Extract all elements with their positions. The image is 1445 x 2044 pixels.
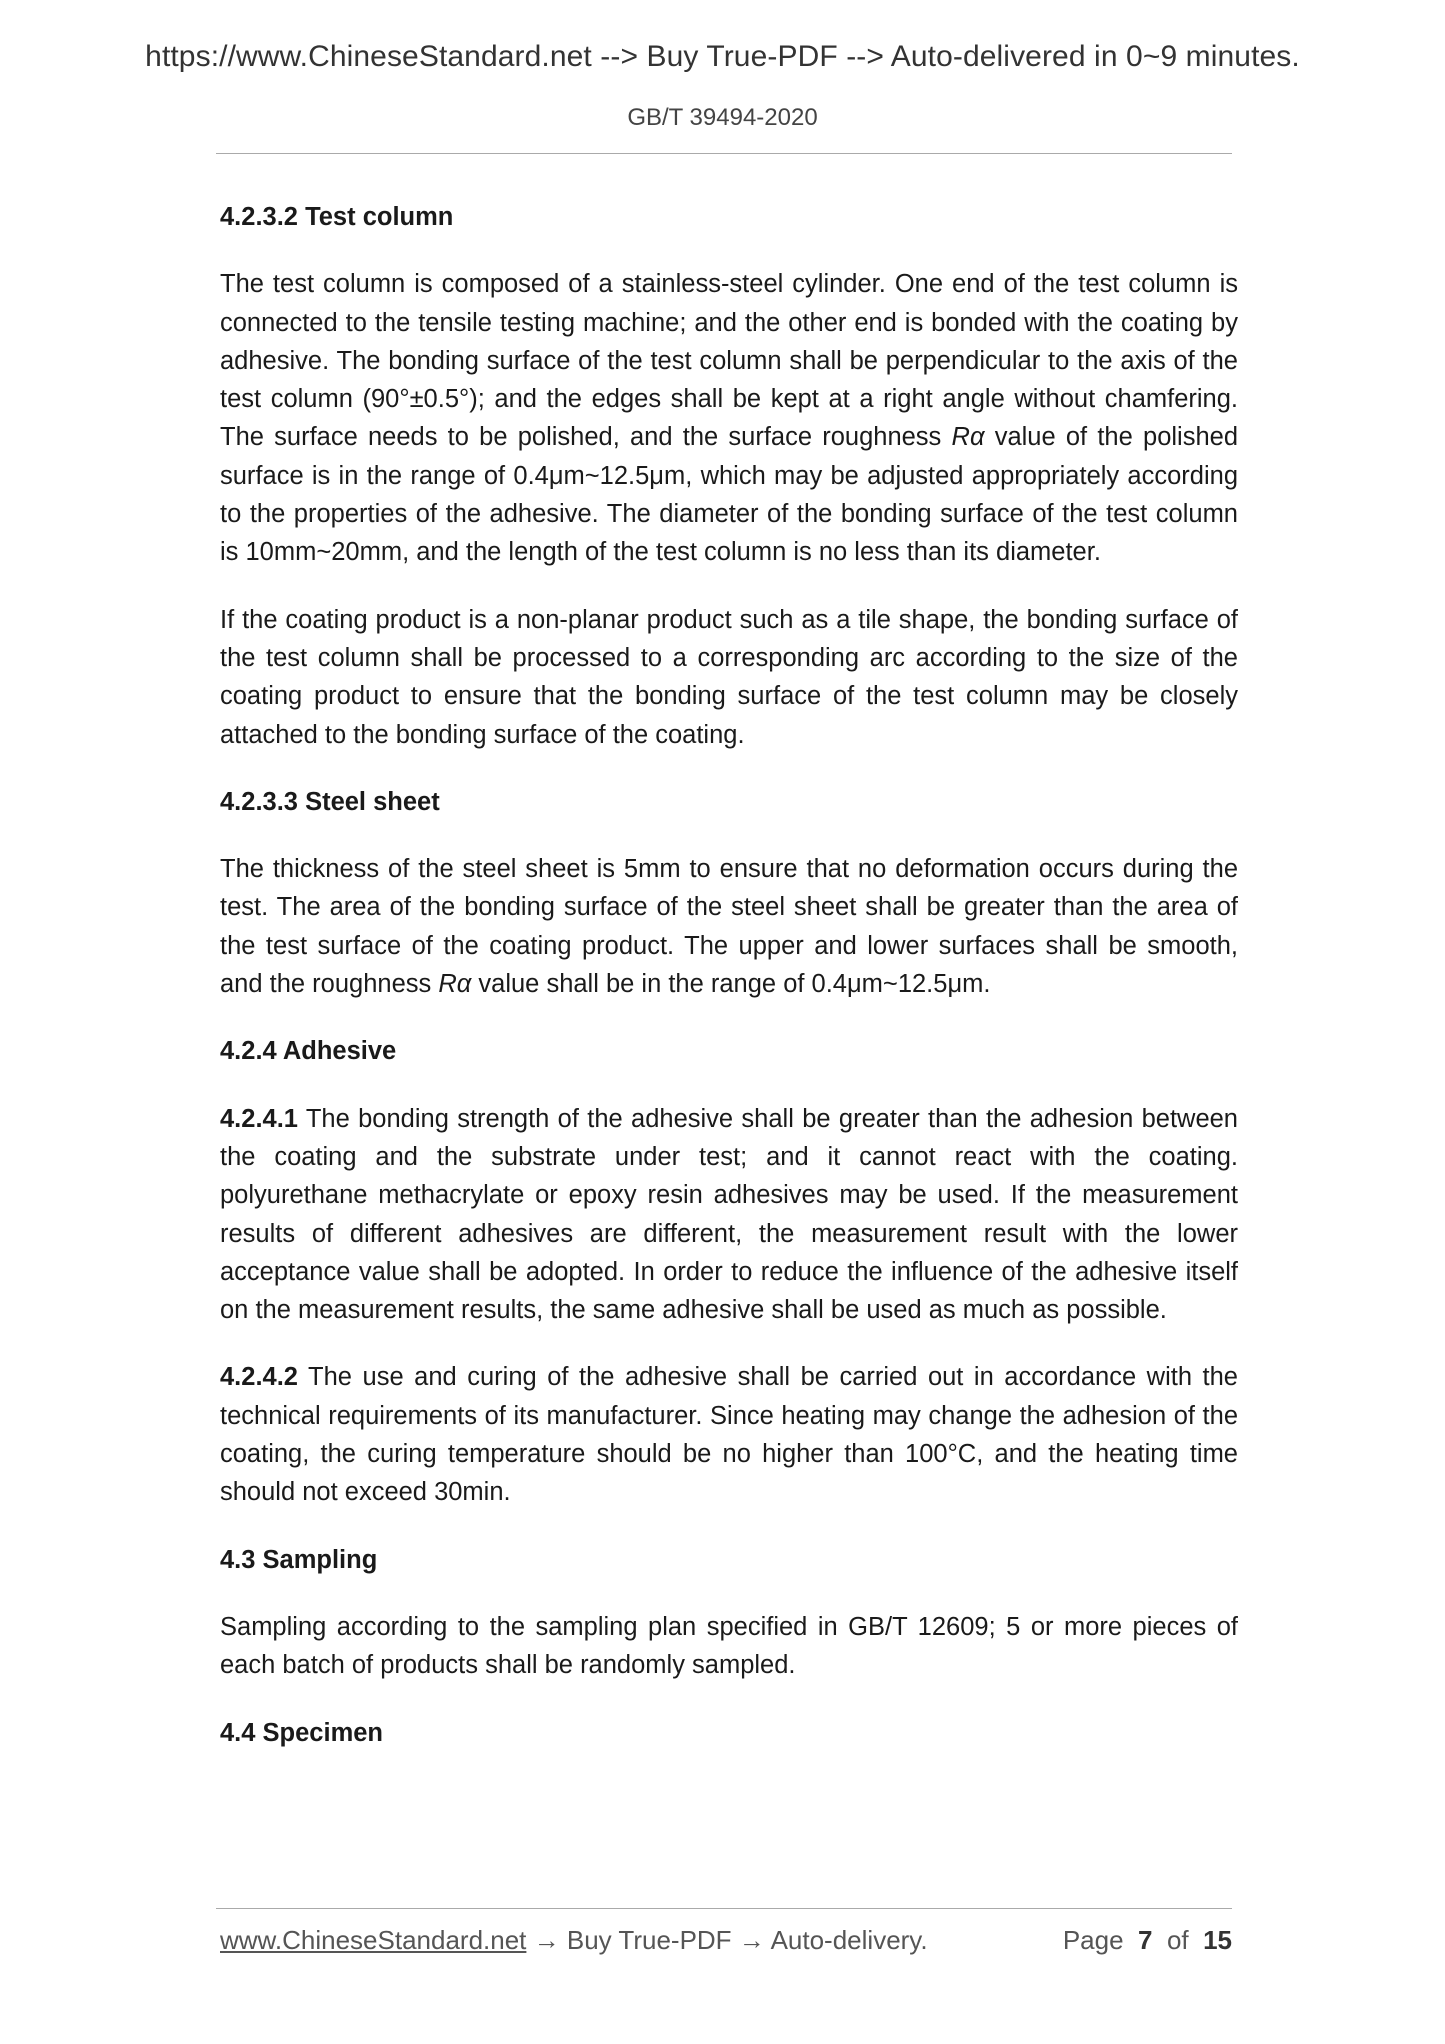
heading-4233: 4.2.3.3 Steel sheet <box>220 787 440 816</box>
clause-number: 4.2.4.1 <box>220 1104 298 1133</box>
footer-left <box>220 1925 928 1956</box>
heading-43: 4.3 Sampling <box>220 1545 378 1574</box>
website-link[interactable]: www.ChineseStandard.net <box>220 1925 527 1955</box>
page-footer <box>220 1925 1232 1965</box>
roughness-symbol: Rα <box>438 970 472 999</box>
page-number <box>1063 1925 1232 1956</box>
text-segment: value shall be in the range of 0.4μm~12.5μm. <box>471 970 991 999</box>
paragraph-steel-sheet <box>220 850 1238 1003</box>
page-label: Page <box>1062 1925 1124 1955</box>
footer-tagline: → Buy True-PDF → Auto-delivery. <box>526 1925 928 1955</box>
text-segment: The thickness of the steel sheet is 5mm to ensure that no deformation occurs during the test. The area of the bonding surface of the steel sheet shall be greater than the area of the test surface of the coating product. The upper and lower surfaces shall be smooth, and the roughness <box>220 855 1238 999</box>
source-banner: https://www.ChineseStandard.net --> Buy True-PDF --> Auto-delivered in 0~9 minutes. <box>145 40 1300 73</box>
heading-44: 4.4 Specimen <box>220 1718 383 1747</box>
paragraph-4241 <box>220 1100 1238 1330</box>
clause-number: 4.2.4.2 <box>220 1363 298 1392</box>
of-label: of <box>1166 1925 1189 1955</box>
paragraph-non-planar: If the coating product is a non-planar product such as a tile shape, the bonding surface of the test column shall be processed to a corresponding arc according to the size of the coating product to ensure that the bonding surface of the test column may be closely attached to the bonding surface of the coating. <box>220 605 1238 749</box>
text-segment: The test column is composed of a stainless-steel cylinder. One end of the test column is connected to the tensile testing machine; and the other end is bonded with the coating by adhesive. The bonding surface of the test column shall be perpendicular to the axis of the test column (90°±0.5°); and the edges shall be kept at a right angle without chamfering. The surface needs to be polished, and the surface roughness <box>220 270 1238 452</box>
paragraph-test-column <box>220 265 1238 571</box>
text-segment: value of the polished surface is in the range of 0.4μm~12.5μm, which may be adjusted appropriately according to the properties of the adhesive. The diameter of the bonding surface of the test column is 10mm~20mm, and the length of the test column is no less than its diameter. <box>220 423 1238 567</box>
document-body <box>220 198 1238 1781</box>
roughness-symbol: Rα <box>951 423 985 452</box>
text-segment: The use and curing of the adhesive shall be carried out in accordance with the technical requirements of its manufacturer. Since heating may change the adhesion of the coating, the curing temperature should be no higher than 100°C, and the heating time should not exceed 30min. <box>220 1363 1238 1507</box>
heading-424: 4.2.4 Adhesive <box>220 1037 397 1066</box>
total-pages: 15 <box>1203 1925 1232 1955</box>
heading-4232: 4.2.3.2 Test column <box>220 203 454 231</box>
current-page: 7 <box>1138 1925 1153 1955</box>
header-divider <box>216 153 1232 154</box>
footer-divider <box>216 1908 1232 1909</box>
paragraph-sampling: Sampling according to the sampling plan specified in GB/T 12609; 5 or more pieces of each batch of products shall be randomly sampled. <box>220 1612 1238 1680</box>
text-segment: The bonding strength of the adhesive shall be greater than the adhesion between the coating and the substrate under test; and it cannot react with the coating. polyurethane methacrylate or epoxy resin adhesives may be used. If the measurement results of different adhesives are different, the measurement result with the lower acceptance value shall be adopted. In order to reduce the influence of the adhesive itself on the measurement results, the same adhesive shall be used as much as possible. <box>220 1104 1238 1325</box>
document-code: GB/T 39494-2020 <box>627 104 818 131</box>
paragraph-4242 <box>220 1358 1238 1511</box>
